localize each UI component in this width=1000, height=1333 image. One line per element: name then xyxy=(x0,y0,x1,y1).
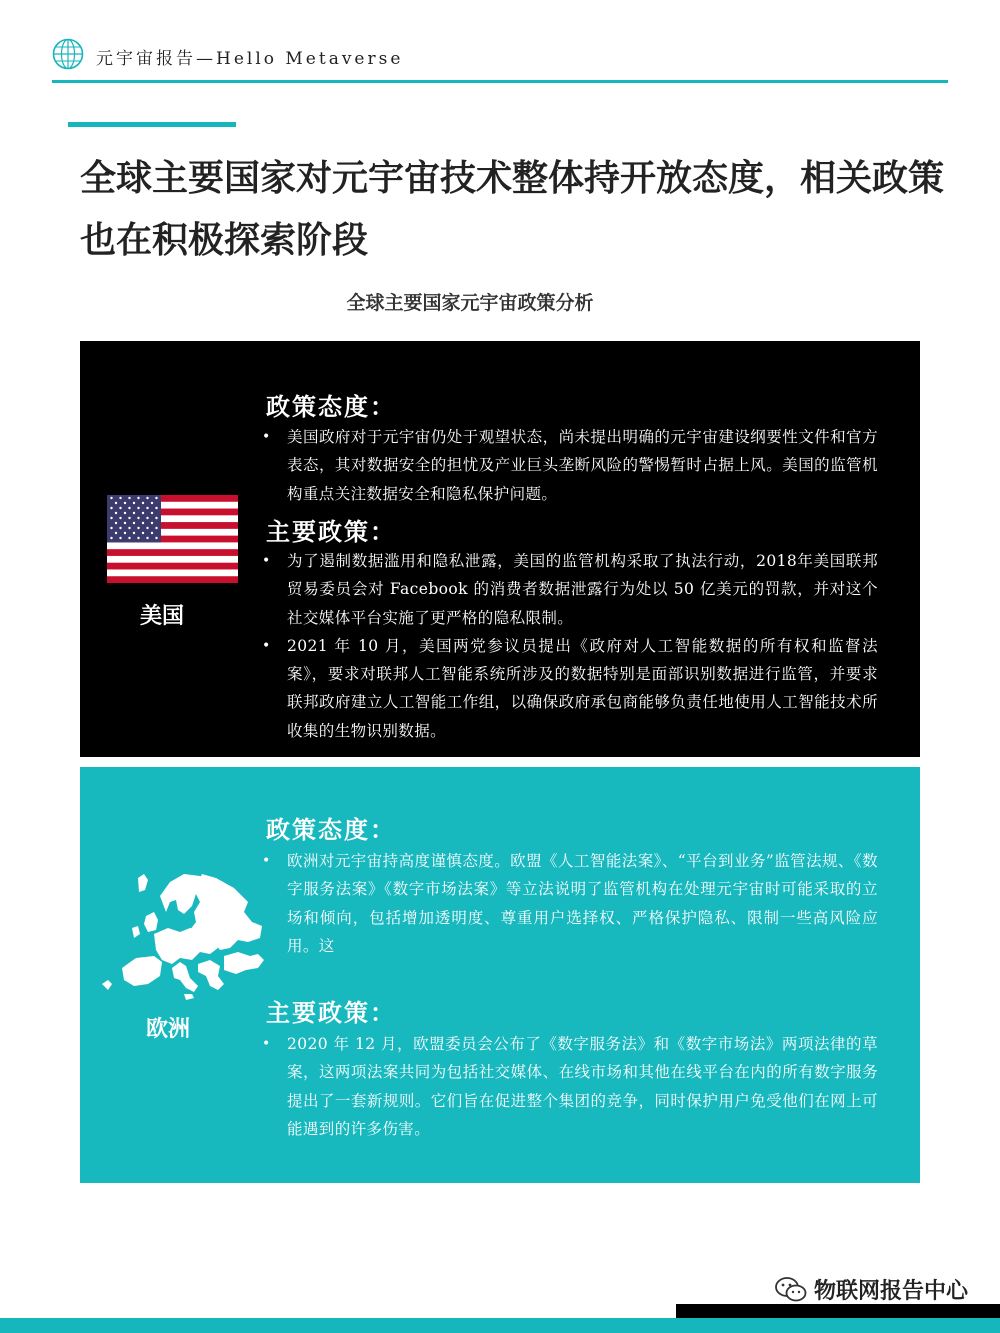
footer-brand xyxy=(774,1274,968,1305)
list-item: • 欧洲对元宇宙持高度谨慎态度。欧盟《人工智能法案》、“平台到业务”监管法规、《数字服务法案》《数字市场法案》等立法说明了监管机构在处理元宇宙时可能采取的立场和倾向，包括增加透明度、尊重用户选择权、严格保护隐私、限制一些高风险应用。这 xyxy=(260,847,878,960)
europe-attitude-heading: 政策态度： xyxy=(266,815,396,844)
wechat-icon xyxy=(774,1276,808,1304)
country-label-europe: 欧洲 xyxy=(146,1016,191,1042)
globe-icon xyxy=(52,38,84,70)
country-label-usa: 美国 xyxy=(140,603,185,629)
europe-map-icon xyxy=(98,872,266,1012)
header-divider xyxy=(52,80,948,83)
footer-teal-bar xyxy=(0,1318,1000,1333)
page-title: 全球主要国家对元宇宙技术整体持开放态度，相关政策也在积极探索阶段 xyxy=(80,158,945,261)
list-item: • 2021 年 10 月，美国两党参议员提出《政府对人工智能数据的所有权和监督法案》，要求对联邦人工智能系统所涉及的数据特别是面部识别数据进行监管，并要求联邦政府建立人工智能工作组，以确保政府承包商能够负责任地使用人工智能技术所收集的生物识别数据。 xyxy=(260,632,878,745)
europe-attitude-list xyxy=(260,847,878,960)
title-accent-bar xyxy=(68,122,236,127)
usa-attitude-list xyxy=(260,423,878,508)
page-subtitle: 全球主要国家元宇宙政策分析 xyxy=(346,292,594,314)
usa-policy-panel xyxy=(80,341,920,757)
europe-policy-heading: 主要政策： xyxy=(266,998,396,1027)
list-item: • 美国政府对于元宇宙仍处于观望状态，尚未提出明确的元宇宙建设纲要性文件和官方表态，其对数据安全的担忧及产业巨头垄断风险的警惕暂时占据上风。美国的监管机构重点关注数据安全和隐私保护问题。 xyxy=(260,423,878,508)
footer-brand-label: 物联网报告中心 xyxy=(813,1279,968,1304)
header-title: 元宇宙报告—Hello Metaverse xyxy=(96,49,404,69)
page-header xyxy=(52,36,948,82)
usa-policy-list xyxy=(260,547,878,745)
usa-policy-heading: 主要政策： xyxy=(266,517,396,546)
usa-attitude-heading: 政策态度： xyxy=(266,392,396,421)
list-item: • 为了遏制数据滥用和隐私泄露，美国的监管机构采取了执法行动，2018年美国联邦贸易委员会对 Facebook 的消费者数据泄露行为处以 50 亿美元的罚款，并对这个社交媒体平台实施了更严格的隐私限制。 xyxy=(260,547,878,632)
list-item: • 2020 年 12 月，欧盟委员会公布了《数字服务法》和《数字市场法》两项法律的草案，这两项法案共同为包括社交媒体、在线市场和其他在线平台在内的所有数字服务提出了一套新规则。它们旨在促进整个集团的竞争，同时保护用户免受他们在网上可能遇到的许多伤害。 xyxy=(260,1030,878,1143)
europe-policy-list xyxy=(260,1030,878,1143)
us-flag-icon xyxy=(107,495,238,583)
europe-policy-panel xyxy=(80,767,920,1183)
